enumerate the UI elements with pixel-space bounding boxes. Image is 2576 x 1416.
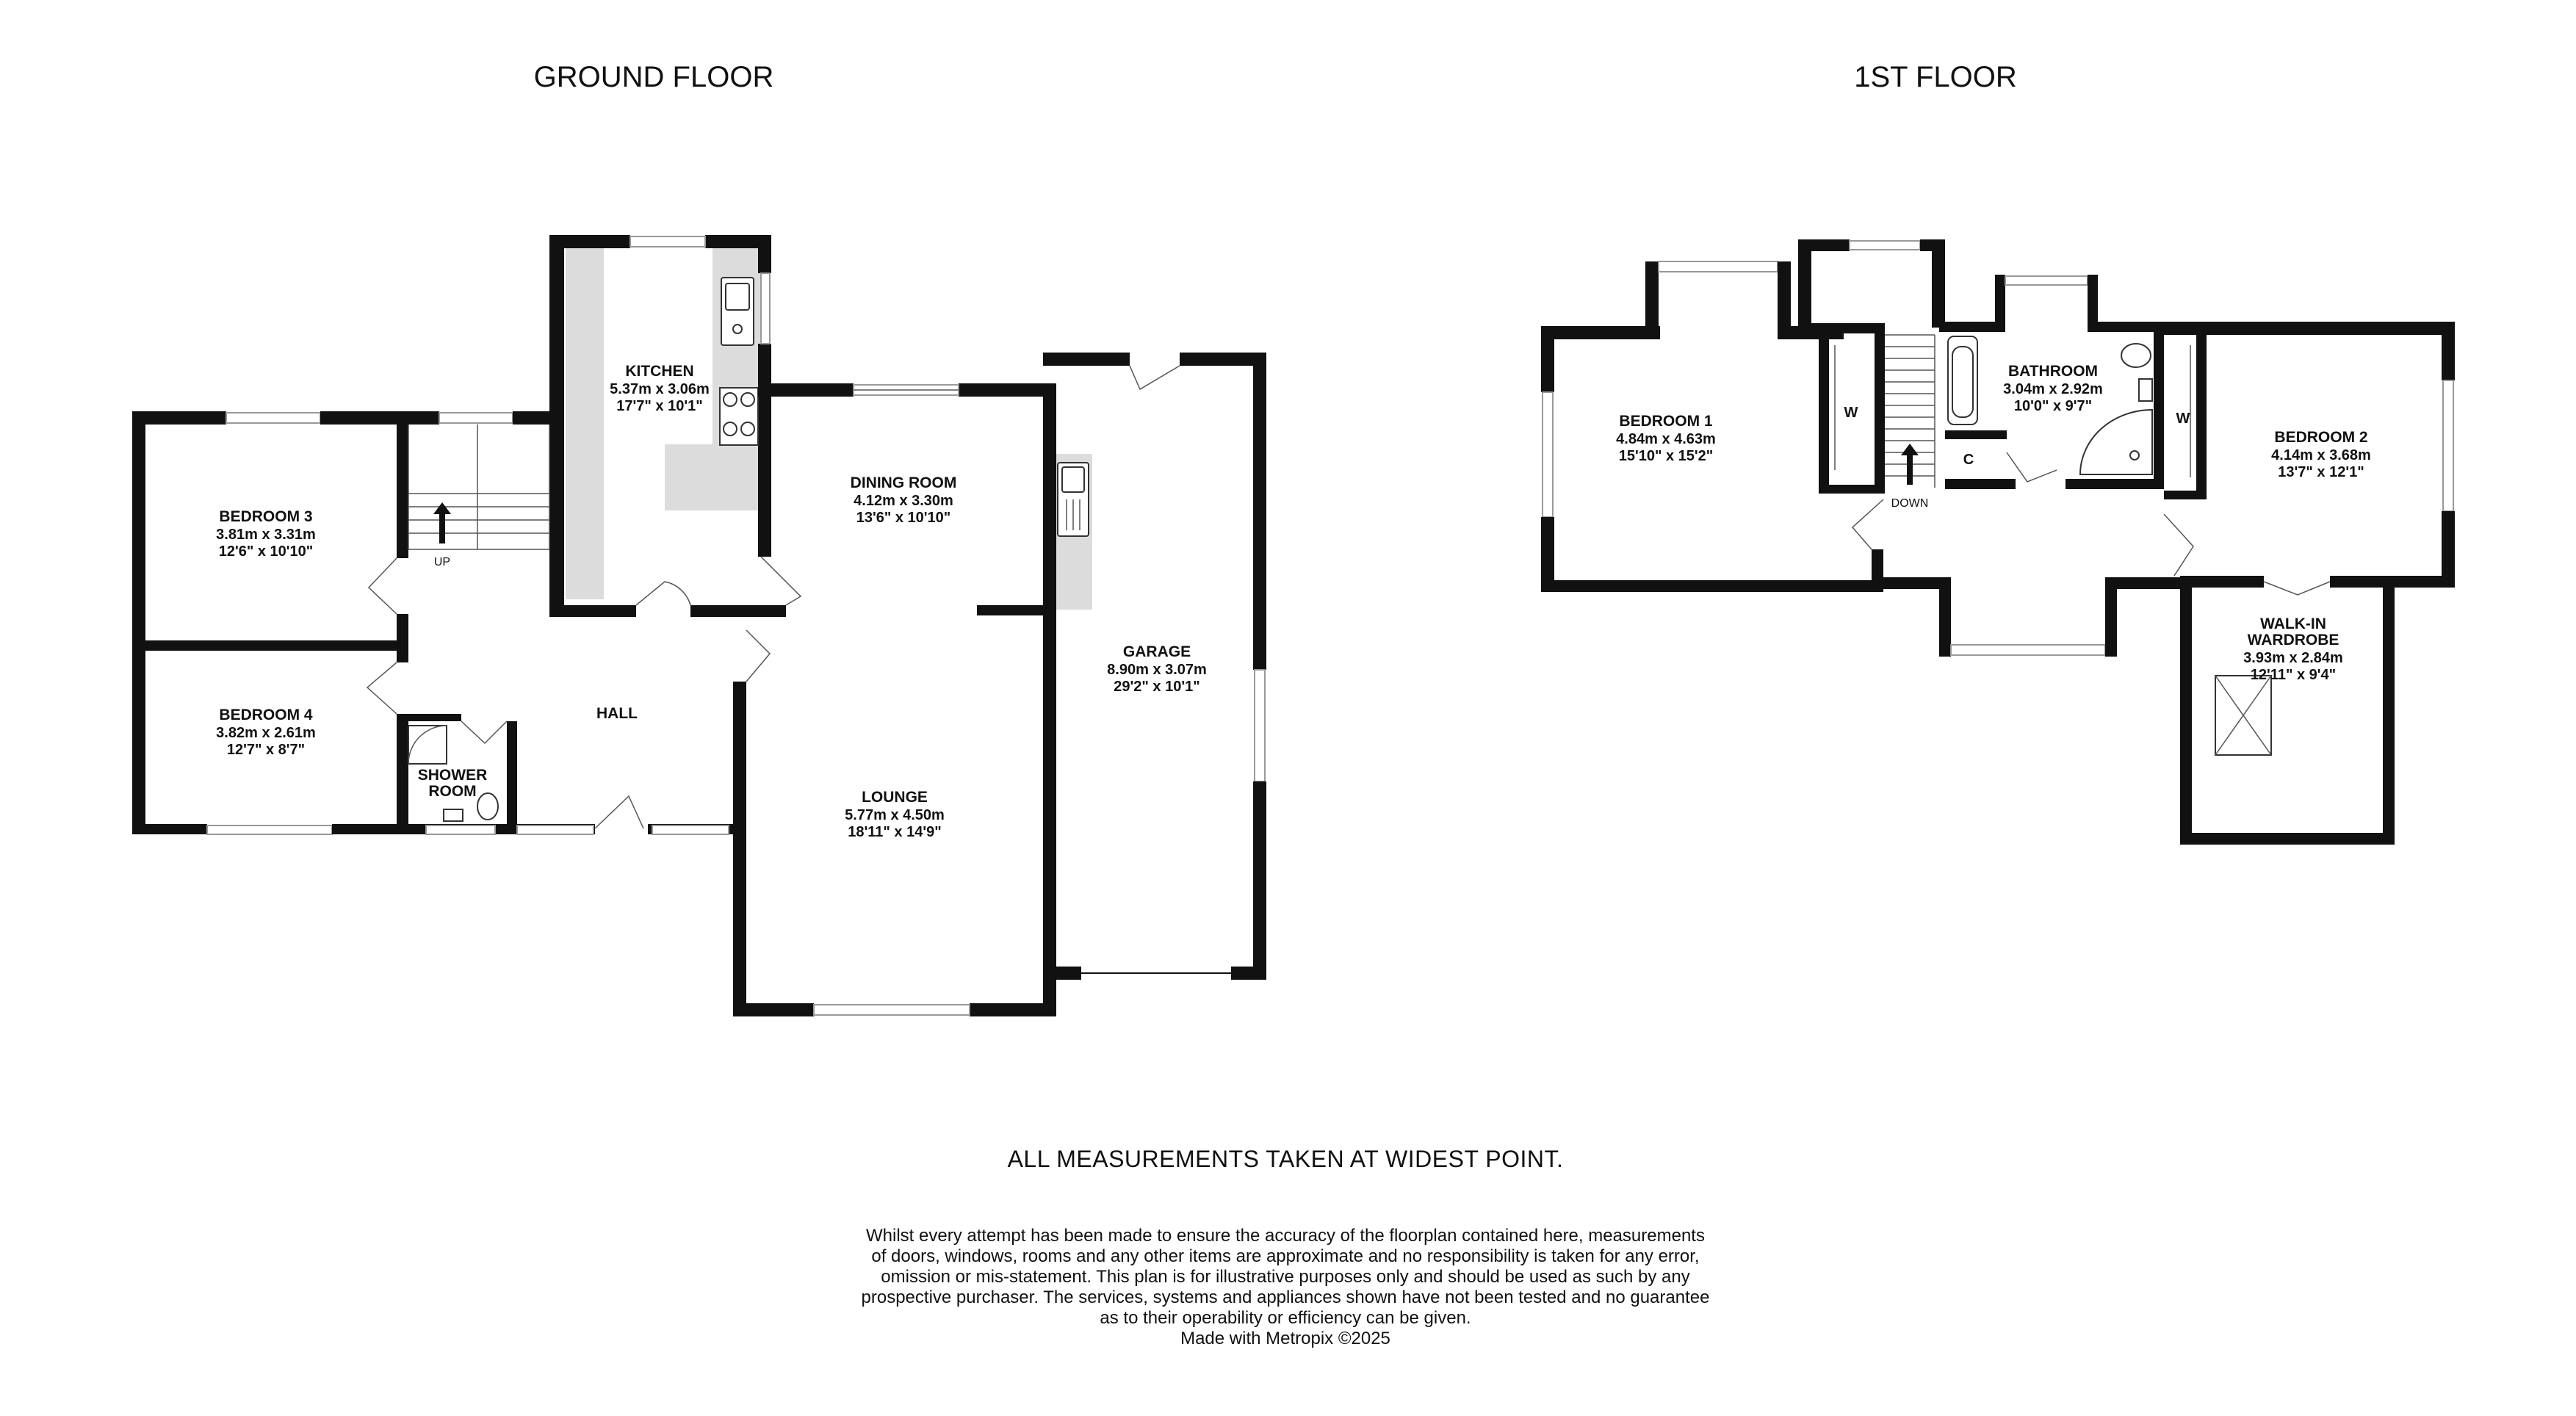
kitchen-label xyxy=(610,363,710,414)
kitchen-door-swing-left xyxy=(636,582,690,605)
garage-wall-right-bottom xyxy=(1253,781,1266,980)
bedroom4-metric: 3.82m x 2.61m xyxy=(216,725,316,741)
lounge-label xyxy=(845,789,945,840)
disclaimer-line-3: omission or mis-statement. This plan is for illustrative purposes only and should be used as such by any xyxy=(881,1267,1690,1287)
shower-window-bottom xyxy=(426,826,495,834)
ground-floor-plan xyxy=(132,235,1266,1016)
landing-wall-cross xyxy=(1798,323,1885,333)
bedroom2-label xyxy=(2271,429,2371,480)
bedroom1-name: BEDROOM 1 xyxy=(1619,413,1713,430)
bedroom3-name: BEDROOM 3 xyxy=(219,508,313,525)
shower-tray xyxy=(408,726,447,764)
shower-label xyxy=(418,767,488,800)
garage-window-right xyxy=(1255,670,1265,781)
garage-wall-bottom-left xyxy=(1052,967,1081,980)
kitchen-worktop-left xyxy=(566,247,604,599)
landing-bay-left xyxy=(1939,577,1951,657)
bathroom-basin-icon xyxy=(2139,379,2152,401)
dining-label xyxy=(851,474,957,526)
landing-wall-top xyxy=(1798,239,1850,251)
bath-inner xyxy=(1952,347,1973,417)
bedroom3-wall-bottom xyxy=(132,640,404,651)
landing-window-top xyxy=(1850,241,1920,250)
kitchen-imperial: 17'7" x 10'1" xyxy=(616,398,703,414)
bedroom2-wall-bottom-left xyxy=(2180,576,2264,588)
ground-stairs-label: UP xyxy=(433,556,451,568)
disclaimer-line-2: of doors, windows, rooms and any other items are approximate and no responsibility is taken for any error, xyxy=(871,1246,1700,1266)
bedroom3-wall-top-left xyxy=(132,411,226,425)
kitchen-island xyxy=(665,444,760,510)
garage-metric: 8.90m x 3.07m xyxy=(1107,662,1207,678)
first-floor-title: 1ST FLOOR xyxy=(1854,61,2017,93)
walkin-name-line1: WALK-IN xyxy=(2260,615,2326,632)
shower-name-line1: SHOWER xyxy=(417,767,488,784)
bedroom4-wall-right-bottom xyxy=(397,714,408,834)
ground-floor-title: GROUND FLOOR xyxy=(533,61,774,93)
bathroom-name: BATHROOM xyxy=(2007,363,2099,380)
stairs-window-top xyxy=(439,413,513,423)
bedroom4-name: BEDROOM 4 xyxy=(219,707,313,723)
bedroom3-label xyxy=(216,508,316,560)
bathroom-label xyxy=(2003,363,2103,414)
bathroom-bay-left xyxy=(1995,275,2005,332)
walkin-name-line2: WARDROBE xyxy=(2247,632,2339,649)
measurement-note: ALL MEASUREMENTS TAKEN AT WIDEST POINT. xyxy=(1007,1146,1564,1172)
dining-wall-right-top xyxy=(1043,383,1056,494)
cupboard-mark: C xyxy=(1963,452,1974,468)
bedroom1-window-top xyxy=(1659,261,1778,272)
bedroom4-imperial: 12'7" x 8'7" xyxy=(226,742,306,758)
garage-door-swing xyxy=(1130,366,1180,389)
first-stairs-label: DOWN xyxy=(1891,497,1929,510)
bedroom3-wall-left xyxy=(132,411,145,648)
shower-name-line2: ROOM xyxy=(428,783,477,800)
walkin-imperial: 12'11" x 9'4" xyxy=(2250,667,2337,683)
landing-wall-right xyxy=(1932,239,1945,328)
dining-name: DINING ROOM xyxy=(850,474,957,491)
bedroom4-window-bottom xyxy=(207,826,332,834)
bathroom-shower-drain xyxy=(2130,451,2139,460)
disclaimer-line-4: prospective purchaser. The services, systems and appliances shown have not been tested and no guarantee xyxy=(861,1287,1710,1307)
kitchen-hob-ring-3 xyxy=(724,422,737,436)
bathroom-cupboard-bottom xyxy=(1945,479,2016,489)
walkin-wall-bottom xyxy=(2180,833,2395,845)
hall-window-bottom-left xyxy=(517,826,594,834)
bedroom3-window-top xyxy=(226,413,320,423)
bathroom-imperial: 10'0" x 9'7" xyxy=(2013,398,2093,414)
lounge-wall-right xyxy=(1043,485,1056,1016)
kitchen-metric: 5.37m x 3.06m xyxy=(610,381,710,397)
dining-wall-top-right xyxy=(959,383,1054,397)
dining-imperial: 13'6" x 10'10" xyxy=(856,510,951,526)
lounge-wall-left xyxy=(733,682,746,1016)
bedroom4-wall-bottom-left xyxy=(132,824,207,834)
garage-imperial: 29'2" x 10'1" xyxy=(1114,679,1200,695)
garage-wall-top-left xyxy=(1043,353,1130,366)
landing-wall-bottom-right xyxy=(2105,577,2180,589)
bedroom1-label xyxy=(1616,413,1716,464)
walkin-metric: 3.93m x 2.84m xyxy=(2243,650,2343,666)
garage-sink-bowl xyxy=(1062,467,1084,492)
shower-basin-icon xyxy=(444,809,463,821)
kitchen-hob-ring-2 xyxy=(741,393,754,406)
lounge-imperial: 18'11" x 14'9" xyxy=(848,824,942,840)
stairs-wall-top-right xyxy=(513,411,557,425)
wardrobe-right-bottom xyxy=(2164,491,2207,499)
bedroom2-wall-top xyxy=(2154,322,2455,335)
kitchen-hob-ring-1 xyxy=(724,393,737,406)
hall-window-bottom-right xyxy=(652,826,729,834)
wardrobe-mark-left: W xyxy=(1844,405,1858,421)
lounge-window-bottom xyxy=(814,1005,970,1015)
bedroom3-metric: 3.81m x 3.31m xyxy=(216,527,316,543)
hall-front-door-swing xyxy=(595,796,643,828)
lounge-wall-bottom-left xyxy=(733,1003,814,1016)
bedroom2-window-right xyxy=(2443,380,2453,511)
bedroom1-imperial: 15'10" x 15'2" xyxy=(1618,448,1714,464)
kitchen-wall-right-top xyxy=(758,235,771,273)
kitchen-wall-bottom xyxy=(549,605,636,617)
disclaimer-line-1: Whilst every attempt has been made to ensure the accuracy of the floorplan contained here, measurements xyxy=(866,1226,1705,1246)
walkin-door-swing xyxy=(2264,582,2330,595)
bedroom3-imperial: 12'6" x 10'10" xyxy=(218,543,314,560)
lounge-metric: 5.77m x 4.50m xyxy=(845,807,945,823)
hall-name: HALL xyxy=(596,705,638,722)
landing-window-bottom xyxy=(1951,645,2105,655)
kitchen-wall-right-bottom xyxy=(758,344,771,557)
landing-bay-right xyxy=(2105,577,2117,657)
ground-staircase xyxy=(408,425,549,549)
landing-wall-bottom-left xyxy=(1872,577,1951,589)
bedroom2-name: BEDROOM 2 xyxy=(2274,429,2368,446)
dining-wall-top-left xyxy=(758,383,854,397)
bathroom-wall-right xyxy=(2154,332,2164,488)
kitchen-name: KITCHEN xyxy=(625,363,694,380)
garage-name: GARAGE xyxy=(1122,643,1191,660)
garage-wall-right-top xyxy=(1253,353,1266,670)
kitchen-door-swing-right xyxy=(761,557,801,605)
bedroom1-metric: 4.84m x 4.63m xyxy=(1616,431,1716,447)
dining-metric: 4.12m x 3.30m xyxy=(854,493,953,509)
bedroom1-wall-bottom xyxy=(1541,580,1883,592)
bathroom-wall-bottom xyxy=(2066,479,2164,489)
garage-wall-bottom-right xyxy=(1231,967,1266,980)
bedroom1-wall-top-left xyxy=(1541,326,1660,339)
bedroom1-window-left xyxy=(1543,392,1553,517)
kitchen-wall-bottom-right xyxy=(690,605,786,617)
walkin-wall-right xyxy=(2383,576,2395,845)
first-floor-plan xyxy=(1541,239,2455,845)
bathroom-shower-quadrant xyxy=(2080,410,2152,474)
kitchen-hob-ring-4 xyxy=(741,422,754,436)
kitchen-window-top xyxy=(630,236,705,247)
garage-label xyxy=(1107,643,1207,695)
bathroom-toilet-icon xyxy=(2121,344,2151,367)
bedroom1-bay-left xyxy=(1645,261,1659,339)
bedroom2-metric: 4.14m x 3.68m xyxy=(2271,447,2371,463)
kitchen-sink-drain xyxy=(733,325,742,333)
disclaimer-line-5: as to their operability or efficiency can be given. xyxy=(1100,1308,1471,1328)
stairs-wall-top-left xyxy=(403,411,439,425)
walkin-wall-left xyxy=(2180,576,2192,845)
shower-door-swing xyxy=(461,721,507,743)
wardrobe-mark-right: W xyxy=(2176,411,2190,427)
bedroom4-label xyxy=(216,707,316,758)
bathroom-cupboard-wall xyxy=(1945,430,2007,439)
bedroom4-door-swing xyxy=(367,662,397,714)
bathroom-metric: 3.04m x 2.92m xyxy=(2003,381,2103,397)
bedroom2-imperial: 13'7" x 12'1" xyxy=(2278,464,2364,480)
credit-line: Made with Metropix ©2025 xyxy=(1180,1329,1390,1348)
stair-left-wall xyxy=(1875,333,1885,494)
bedroom3-wall-right-top xyxy=(397,411,408,558)
bedroom4-wall-right-top xyxy=(397,640,408,662)
bedroom2-door-swing xyxy=(2164,514,2193,576)
bathroom-door-swing xyxy=(2007,452,2057,482)
shower-wall-top xyxy=(403,714,461,721)
shower-toilet-icon xyxy=(477,793,498,820)
bathroom-window-top xyxy=(2005,276,2088,285)
stairs-up-arrow-icon xyxy=(433,502,451,543)
kitchen-window-right xyxy=(761,273,770,344)
wardrobe-right-wall xyxy=(2196,335,2207,499)
lounge-name: LOUNGE xyxy=(862,789,928,806)
kitchen-wall-left xyxy=(549,235,564,617)
footer-notes xyxy=(735,1146,1836,1349)
kitchen-wall-top-left xyxy=(549,235,630,248)
walkin-label xyxy=(2243,615,2343,683)
kitchen-sink-bowl xyxy=(726,283,749,310)
shower-wall-right xyxy=(507,721,517,824)
wardrobe-left-wall xyxy=(1819,333,1829,492)
bedroom1-door-swing xyxy=(1852,499,1883,549)
lounge-door-swing xyxy=(746,630,770,682)
landing-wall-top-left xyxy=(1798,239,1811,328)
bedroom4-wall-left xyxy=(132,640,145,834)
bedroom2-wall-right-top xyxy=(2442,322,2455,380)
bedroom3-door-swing xyxy=(369,558,397,614)
